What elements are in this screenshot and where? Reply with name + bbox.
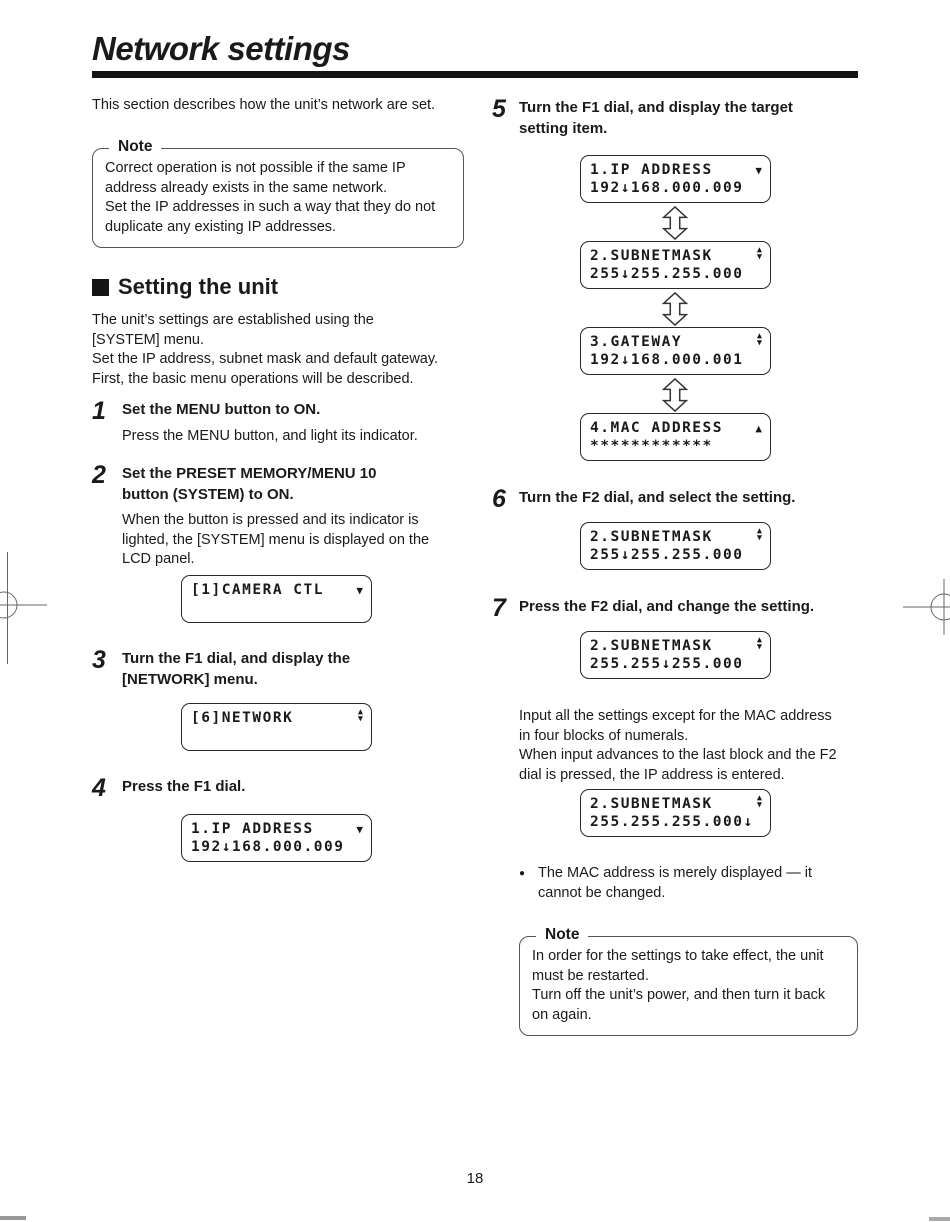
- lcd-indicator-icon: [757, 334, 762, 350]
- lcd-indicator-icon: [356, 821, 363, 837]
- paragraph-line: When input advances to the last block and the F2: [519, 747, 837, 763]
- note-line: duplicate any existing IP addresses.: [105, 218, 337, 235]
- step-2: [92, 461, 430, 570]
- lcd-line2: 192↓168.000.001: [590, 352, 744, 368]
- note-label: Note: [109, 138, 161, 156]
- step-title-line: button (SYSTEM) to ON.: [122, 485, 294, 503]
- section-heading-text: Setting the unit: [118, 274, 279, 299]
- lcd-indicator-icon: [755, 162, 762, 178]
- step-1: [92, 397, 418, 446]
- step-number: 1: [92, 397, 106, 425]
- lcd-line1: 2.SUBNETMASK: [590, 247, 713, 264]
- section-body-line: First, the basic menu operations will be described.: [92, 370, 414, 387]
- lcd-display-ip-address: [580, 155, 771, 203]
- step-title-line: Turn the F2 dial, and select the setting.: [519, 489, 796, 506]
- lcd-indicator-icon: [757, 529, 762, 545]
- note-line: address already exists in the same network.: [105, 179, 388, 196]
- lcd-display-network: [181, 703, 372, 751]
- step-title-line: Press the F2 dial, and change the setting.: [519, 598, 815, 615]
- note-box: [92, 138, 464, 248]
- crop-mark-left: [0, 552, 52, 664]
- step-title-line: Press the F1 dial.: [122, 778, 246, 795]
- step-body-line: LCD panel.: [122, 551, 195, 567]
- lcd-line2: ************: [590, 438, 713, 454]
- right-column: [492, 0, 862, 1222]
- step-4: [92, 774, 246, 802]
- step-title-line: [NETWORK] menu.: [122, 670, 258, 688]
- step-number: 7: [492, 594, 506, 622]
- intro-text: This section describes how the unit’s network are set.: [92, 97, 436, 113]
- lcd-indicator-icon: [755, 420, 762, 436]
- note-line: In order for the settings to take effect, the unit: [532, 948, 824, 964]
- step-title-line: Set the MENU button to ON.: [122, 401, 321, 418]
- page-title: Network settings: [92, 30, 350, 67]
- bullet-item: [519, 864, 812, 903]
- lcd-line1: 1.IP ADDRESS: [590, 161, 713, 178]
- step-5: [492, 95, 793, 139]
- lcd-display-gateway: [580, 327, 771, 375]
- up-down-connector-icon: [660, 206, 690, 240]
- step-title-line: setting item.: [519, 119, 608, 137]
- lcd-line2: 255.255↓255.000: [590, 656, 744, 672]
- crop-mark-right: [898, 554, 950, 666]
- lcd-line1: [6]NETWORK: [191, 709, 294, 726]
- paragraph-line: in four blocks of numerals.: [519, 727, 689, 744]
- section-body-line: Set the IP address, subnet mask and default gateway.: [92, 351, 439, 367]
- lcd-line1: 4.MAC ADDRESS: [590, 419, 723, 436]
- step-7: [492, 594, 815, 622]
- lcd-indicator-icon: [757, 248, 762, 264]
- input-note-paragraph: [519, 707, 837, 785]
- note-line: Turn off the unit’s power, and then turn it back: [532, 987, 826, 1003]
- step-number: 5: [492, 95, 506, 123]
- lcd-line1: 1.IP ADDRESS: [191, 820, 314, 837]
- section-body: [92, 311, 438, 389]
- lcd-indicator-icon: [358, 710, 363, 726]
- up-down-connector-icon: [660, 378, 690, 412]
- footer-bar-left: [0, 1216, 26, 1220]
- lcd-line2: 192↓168.000.009: [590, 180, 744, 196]
- paragraph-line: dial is pressed, the IP address is entered.: [519, 766, 785, 783]
- lcd-display-subnetmask: [580, 522, 771, 570]
- lcd-line1: 2.SUBNETMASK: [590, 528, 713, 545]
- step-title-line: Turn the F1 dial, and display the target: [519, 99, 793, 116]
- note-line: Correct operation is not possible if the same IP: [105, 160, 406, 176]
- lcd-line1: 2.SUBNETMASK: [590, 637, 713, 654]
- step-number: 3: [92, 646, 106, 674]
- lcd-line2: [191, 600, 363, 621]
- lcd-display-camera-ctl: [181, 575, 372, 623]
- section-square-icon: [92, 279, 109, 296]
- step-6: [492, 485, 796, 513]
- lcd-display-subnetmask: [580, 631, 771, 679]
- bullet-line: The MAC address is merely displayed — it: [538, 865, 812, 881]
- note-line: Set the IP addresses in such a way that they do not: [105, 199, 436, 215]
- note-box: [519, 926, 858, 1036]
- note-label: Note: [536, 926, 588, 944]
- step-number: 4: [92, 774, 106, 802]
- step-title-line: Turn the F1 dial, and display the: [122, 650, 351, 667]
- lcd-display-mac-address: [580, 413, 771, 461]
- lcd-indicator-icon: [757, 638, 762, 654]
- lcd-line2: [191, 728, 363, 749]
- lcd-line1: [1]CAMERA CTL: [191, 581, 324, 598]
- lcd-display-subnetmask: [580, 241, 771, 289]
- left-column: [92, 0, 464, 1222]
- lcd-line2: 255↓255.255.000: [590, 266, 744, 282]
- step-body-line: When the button is pressed and its indicator is: [122, 512, 419, 528]
- lcd-line1: 2.SUBNETMASK: [590, 795, 713, 812]
- step-body-line: lighted, the [SYSTEM] menu is displayed on the: [122, 531, 430, 548]
- bullet-line: cannot be changed.: [538, 884, 666, 901]
- note-line: must be restarted.: [532, 967, 649, 984]
- lcd-display-ip-address: [181, 814, 372, 862]
- section-heading: [92, 274, 278, 300]
- step-3: [92, 646, 351, 690]
- bullet-dot-icon: ●: [519, 868, 526, 879]
- note-line: on again.: [532, 1006, 592, 1023]
- step-body-line: Press the MENU button, and light its indicator.: [122, 427, 418, 444]
- up-down-connector-icon: [660, 292, 690, 326]
- lcd-indicator-icon: [356, 582, 363, 598]
- lcd-indicator-icon: [757, 796, 762, 812]
- section-body-line: [SYSTEM] menu.: [92, 331, 205, 348]
- lcd-line2: 255.255.255.000↓: [590, 814, 754, 830]
- paragraph-line: Input all the settings except for the MAC address: [519, 708, 832, 724]
- page-number: 18: [466, 1170, 484, 1187]
- step-title-line: Set the PRESET MEMORY/MENU 10: [122, 465, 377, 482]
- section-body-line: The unit’s settings are established using the: [92, 312, 374, 328]
- lcd-display-subnetmask: [580, 789, 771, 837]
- lcd-line1: 3.GATEWAY: [590, 333, 683, 350]
- footer-bar-right: [929, 1217, 950, 1221]
- lcd-line2: 192↓168.000.009: [191, 839, 345, 855]
- step-number: 2: [92, 461, 106, 489]
- step-number: 6: [492, 485, 506, 513]
- lcd-line2: 255↓255.255.000: [590, 547, 744, 563]
